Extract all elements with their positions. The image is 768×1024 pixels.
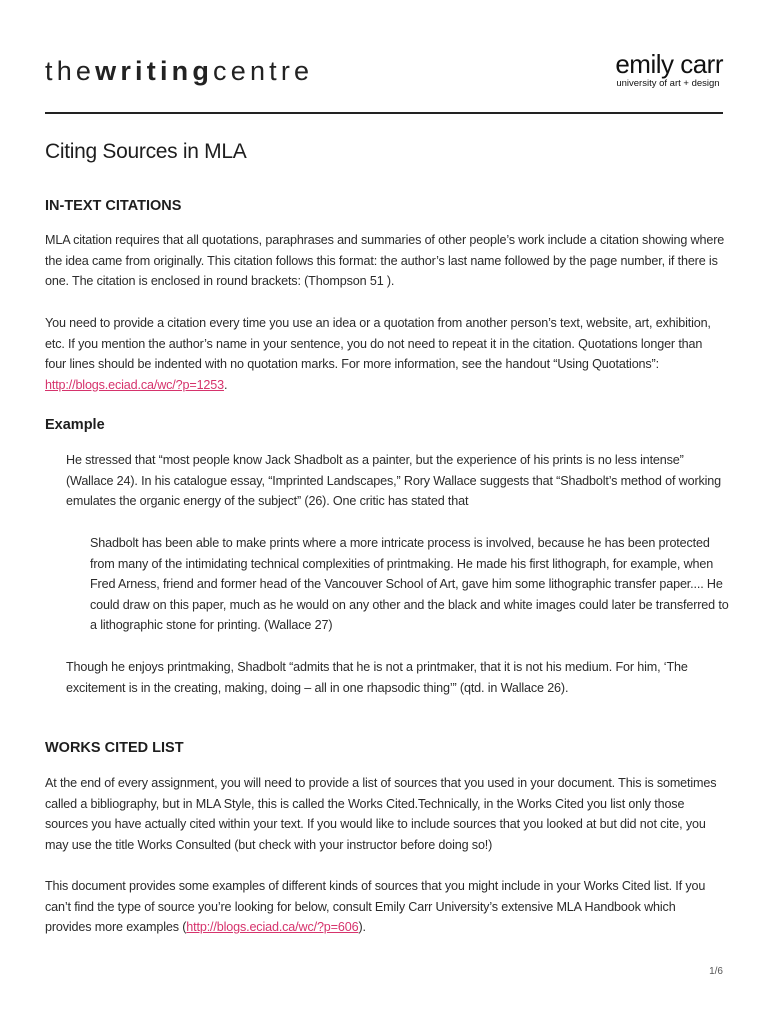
- wordmark-bold: writing: [95, 56, 214, 86]
- header-divider: [45, 112, 723, 114]
- example-paragraph-2: Though he enjoys printmaking, Shadbolt “admits that he is not a printmaker, that it is not his medium. For him, ‘The excitement is in the creating, making, doing – all in one rhapsodic thing’” (qtd. in Wallace 26).: [66, 660, 688, 695]
- intext-paragraph-2-end: .: [223, 377, 228, 392]
- emily-carr-logo: [615, 50, 723, 90]
- logo-subtitle: university of art + design: [616, 78, 720, 89]
- intext-paragraph-1: MLA citation requires that all quotations, paraphrases and summaries of other people’s work include a citation showing where the idea came from originally. This citation follows this format: the author’s last name followed by the page number, if there is one. The citation is enclosed in round brackets: (Thompson 51 ).: [45, 233, 725, 289]
- mla-handbook-link[interactable]: http://blogs.eciad.ca/wc/?p=606: [186, 920, 359, 935]
- page-header: [45, 50, 723, 112]
- page-number: 1/6: [709, 966, 723, 977]
- wordmark-prefix: the: [45, 56, 96, 86]
- intext-paragraph-2: [45, 313, 725, 395]
- intext-heading: IN-TEXT CITATIONS: [45, 198, 182, 214]
- example-block-quote: Shadbolt has been able to make prints where a more intricate process is involved, because he has been protected from many of the intimidating technical complexities of printmaking. He made his first lithograph, for example, when Fred Arness, friend and former head of the Vancouver School of Art, gave him some lithographic transfer paper.... He could draw on this paper, much as he would on any other and the black and white images could later be transferred to a lithographic stone for printing. (Wallace 27): [90, 536, 729, 633]
- writing-centre-wordmark: [45, 56, 313, 87]
- page-title: Citing Sources in MLA: [45, 140, 247, 163]
- works-cited-paragraph-2: [45, 876, 725, 938]
- works-cited-paragraph-2-text: This document provides some examples of different kinds of sources that you might include in your Works Cited list. If you can’t find the type of source you’re looking for below, consult Emily Carr University’s extensive MLA Handbook which provides more examples (: [45, 879, 706, 935]
- using-quotations-link[interactable]: http://blogs.eciad.ca/wc/?p=1253: [45, 377, 224, 392]
- works-cited-paragraph-2-end: ).: [358, 920, 366, 935]
- works-cited-heading: WORKS CITED LIST: [45, 740, 184, 756]
- logo-name: emily carr: [615, 49, 723, 79]
- example-paragraph-1: He stressed that “most people know Jack Shadbolt as a painter, but the experience of his prints is no less intense” (Wallace 24). In his catalogue essay, “Imprinted Landscapes,” Rory Wallace suggests that “Shadbolt’s method of working emulates the organic energy of the subject” (26). One critic has stated that: [66, 453, 721, 509]
- intext-paragraph-2-text: You need to provide a citation every time you use an idea or a quotation from another person’s text, website, art, exhibition, etc. If you mention the author’s name in your sentence, you do not need to repeat it in the citation. Quotations longer than four lines should be indented with no quotation marks. For more information, see the handout “Using Quotations”:: [45, 316, 711, 372]
- works-cited-paragraph-1: At the end of every assignment, you will need to provide a list of sources that you used in your document. This is sometimes called a bibliography, but in MLA Style, this is called the Works Cited.Technically, in the Works Cited you list only those sources you have actually cited within your text. If you would like to include sources that you looked at but did not cite, you may use the title Works Consulted (but check with your instructor before doing so!): [45, 776, 717, 852]
- wordmark-suffix: centre: [213, 56, 314, 86]
- example-heading: Example: [45, 417, 105, 433]
